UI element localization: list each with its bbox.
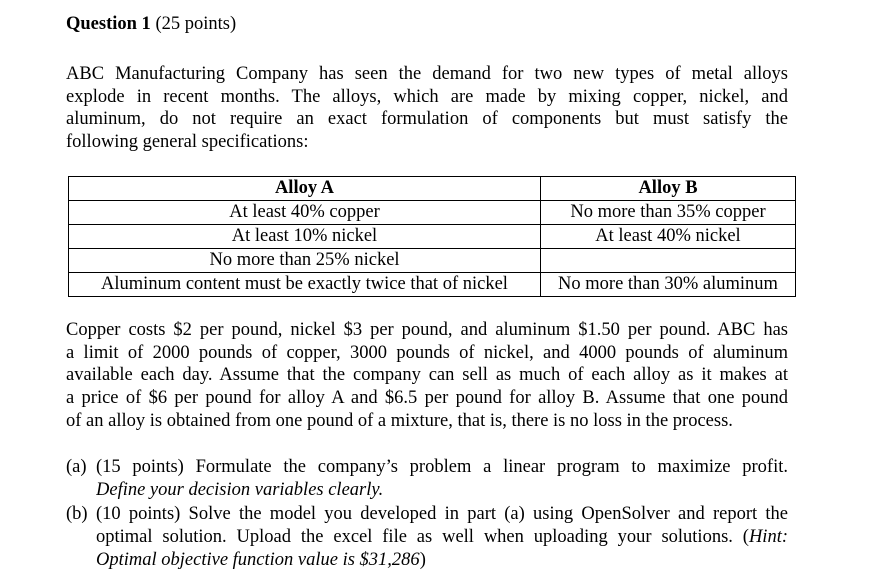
table-cell: At least 40% copper [69,201,541,225]
closing-paren: ) [419,549,426,570]
table-cell: No more than 30% aluminum [541,273,796,297]
costs-line: of an alloy is obtained from one pound of a mixture, that is, there is no loss in the process. [66,410,733,431]
costs-line: a limit of 2000 pounds of copper, 3000 pounds of nickel, and 4000 pounds of aluminum [66,342,788,363]
table-header-row [69,177,796,201]
table-cell: No more than 25% nickel [69,249,541,273]
intro-line: ABC Manufacturing Company has seen the demand for two new types of metal alloys [66,64,788,84]
intro-line: following general specifications: [66,132,309,153]
table-cell: At least 40% nickel [541,225,796,249]
hint-text: Optimal objective function value is $31,286 [96,549,420,570]
header-alloy-a: Alloy A [69,177,541,201]
alloy-spec-table [68,176,796,297]
intro-line: explode in recent months. The alloys, which are made by mixing copper, nickel, and [66,86,788,107]
part-a-line1: (15 points) Formulate the company’s problem a linear program to maximize profit. [96,457,788,477]
table-cell: Aluminum content must be exactly twice that of nickel [69,273,541,297]
question-points: (25 points) [155,14,237,34]
question-heading [66,13,236,35]
table-row [69,201,796,225]
intro-line: aluminum, do not require an exact formulation of components but must satisfy the [66,109,788,130]
costs-line: a price of $6 per pound for alloy A and $6.5 per pound for alloy B. Assume that one pound [66,388,788,409]
part-a-line2: Define your decision variables clearly. [96,479,384,500]
part-a-marker: (a) [66,457,87,477]
table-cell [541,249,796,273]
table-cell: At least 10% nickel [69,225,541,249]
part-b-line3 [96,549,788,572]
costs-line: Copper costs $2 per pound, nickel $3 per pound, and aluminum $1.50 per pound. ABC has [66,320,788,340]
header-alloy-b: Alloy B [541,177,796,201]
costs-paragraph [66,319,788,433]
part-b-line2-text: optimal solution. Upload the excel file as well when uploading your solutions. ( [96,527,749,548]
part-b [66,503,788,571]
costs-line: available each day. Assume that the company can sell as much of each alloy as it makes at [66,365,788,386]
question-parts-list [66,456,788,574]
hint-label: Hint: [748,527,788,548]
part-b-line1: (10 points) Solve the model you developed in part (a) using OpenSolver and report the [96,504,788,525]
question-title: Question 1 [66,14,151,34]
table-row [69,273,796,297]
table-row [69,249,796,273]
intro-paragraph [66,63,788,154]
table-row [69,225,796,249]
part-a [66,456,788,501]
table-cell: No more than 35% copper [541,201,796,225]
part-b-marker: (b) [66,504,88,525]
part-b-line2 [96,526,788,549]
